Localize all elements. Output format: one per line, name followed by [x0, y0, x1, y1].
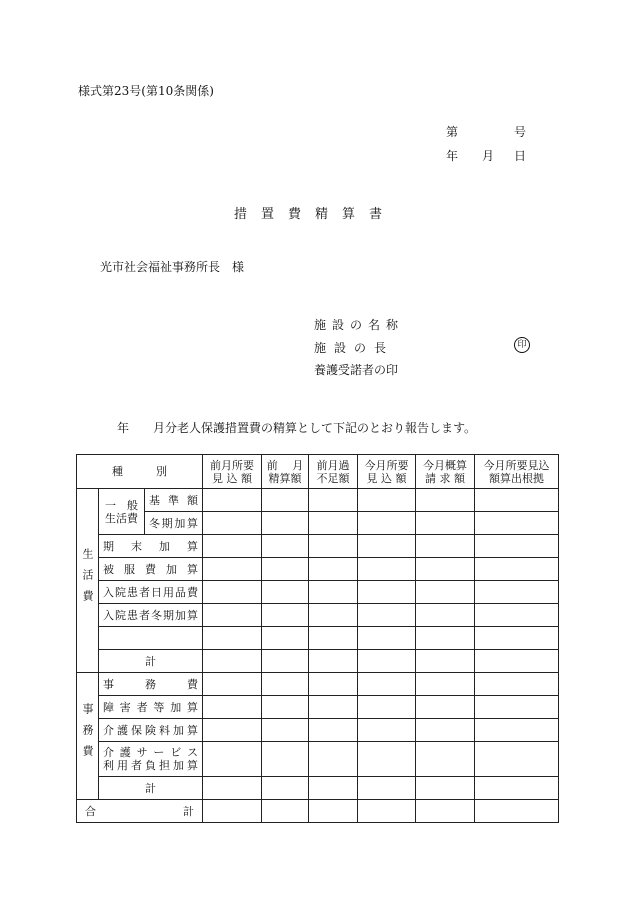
col-header-2-line1: 前 月	[266, 458, 304, 472]
col-header-1-line2: 見 込 額	[212, 471, 253, 485]
col-header-5-line2: 請 求 額	[425, 471, 466, 485]
number-prefix: 第	[446, 125, 459, 139]
cell-input[interactable]	[203, 581, 262, 604]
grand-total-label	[77, 800, 203, 823]
table-row	[77, 604, 559, 627]
cell-input[interactable]	[203, 777, 262, 800]
col-header-3-line1: 前月過	[316, 458, 350, 472]
seal-mark: 印	[514, 337, 530, 353]
table-row	[77, 696, 559, 719]
col-header-1-line1: 前月所要	[210, 458, 255, 472]
cell-input[interactable]	[358, 650, 416, 673]
cell-input[interactable]	[416, 512, 475, 535]
general-living-line1: 一 般	[105, 498, 138, 512]
cell-input[interactable]	[203, 535, 262, 558]
cell-input[interactable]	[309, 650, 358, 673]
cell-input[interactable]	[475, 650, 559, 673]
admin-cost-label: 事務費	[99, 673, 203, 696]
col-header-6-line2: 額算出根拠	[489, 471, 545, 485]
grand-total-left: 合	[85, 804, 96, 818]
disability-addition-label: 障害者等加算	[99, 696, 203, 719]
inpatient-daily-goods-label: 入院患者日用品費	[99, 581, 203, 604]
cell-input[interactable]	[262, 604, 309, 627]
cell-input[interactable]	[475, 719, 559, 742]
cell-input[interactable]	[309, 742, 358, 777]
cell-input[interactable]	[416, 604, 475, 627]
term-end-addition-label: 期末加算	[99, 535, 203, 558]
type-header: 種 別	[77, 455, 203, 489]
cell-input[interactable]	[262, 535, 309, 558]
cell-input[interactable]	[475, 742, 559, 777]
clothing-addition-label: 被服費加算	[99, 558, 203, 581]
cell-input[interactable]	[309, 673, 358, 696]
document-title: 措置費精算書	[234, 207, 397, 222]
cell-input[interactable]	[203, 696, 262, 719]
table-row	[77, 558, 559, 581]
cell-input[interactable]	[203, 742, 262, 777]
cell-input[interactable]	[203, 489, 262, 512]
cell-input[interactable]	[475, 604, 559, 627]
cell-input[interactable]	[416, 777, 475, 800]
cell-input[interactable]	[203, 650, 262, 673]
date-day-label: 日	[514, 149, 527, 163]
cell-input[interactable]	[203, 512, 262, 535]
blank-label-cell	[99, 627, 203, 650]
cell-input[interactable]	[262, 800, 309, 823]
table-row	[77, 742, 559, 777]
cell-input[interactable]	[416, 535, 475, 558]
cell-input[interactable]	[262, 742, 309, 777]
living-subtotal-label: 計	[99, 650, 203, 673]
col-header-6-line1: 今月所要見込	[483, 458, 550, 472]
statement-year: 年	[117, 421, 130, 435]
cell-input[interactable]	[203, 800, 262, 823]
col-header-4	[358, 455, 416, 489]
cell-input[interactable]	[262, 719, 309, 742]
cell-input[interactable]	[475, 696, 559, 719]
header-row	[77, 455, 559, 489]
cell-input[interactable]	[358, 604, 416, 627]
col-header-2	[262, 455, 309, 489]
cell-input[interactable]	[475, 800, 559, 823]
cell-input[interactable]	[358, 719, 416, 742]
cell-input[interactable]	[416, 800, 475, 823]
cell-input[interactable]	[416, 489, 475, 512]
table-row	[77, 489, 559, 512]
admin-group-text: 事務費	[81, 703, 94, 766]
admin-group-label	[77, 673, 99, 800]
cell-input[interactable]	[416, 650, 475, 673]
cell-input[interactable]	[358, 696, 416, 719]
cell-input[interactable]	[358, 489, 416, 512]
cell-input[interactable]	[475, 558, 559, 581]
cell-input[interactable]	[358, 673, 416, 696]
cell-input[interactable]	[309, 604, 358, 627]
date-year-label: 年	[446, 149, 459, 163]
cell-input[interactable]	[203, 673, 262, 696]
date-month-label: 月	[482, 149, 495, 163]
cell-input[interactable]	[262, 489, 309, 512]
col-header-2-line2: 精算額	[268, 471, 302, 485]
cell-input[interactable]	[358, 581, 416, 604]
table-row	[77, 650, 559, 673]
col-header-4-line2: 見 込 額	[366, 471, 407, 485]
settlement-table	[76, 454, 559, 823]
cell-input[interactable]	[358, 512, 416, 535]
col-header-5	[416, 455, 475, 489]
table-row	[77, 512, 559, 535]
cell-input[interactable]	[358, 627, 416, 650]
cell-input[interactable]	[416, 719, 475, 742]
col-header-6	[475, 455, 559, 489]
cell-input[interactable]	[309, 800, 358, 823]
cell-input[interactable]	[416, 558, 475, 581]
col-header-3	[309, 455, 358, 489]
cell-input[interactable]	[262, 558, 309, 581]
table-row	[77, 627, 559, 650]
care-insurance-addition-label: 介護保険料加算	[99, 719, 203, 742]
statement	[117, 419, 476, 436]
cell-input[interactable]	[262, 581, 309, 604]
cell-input[interactable]	[475, 777, 559, 800]
cell-input[interactable]	[203, 604, 262, 627]
base-amount-label: 基準額	[145, 489, 203, 512]
table-row	[77, 800, 559, 823]
cell-input[interactable]	[309, 581, 358, 604]
cell-input[interactable]	[262, 512, 309, 535]
care-service-line1: 介護サービス	[103, 746, 199, 759]
statement-text: 月分老人保護措置費の精算として下記のとおり報告します。	[153, 421, 477, 435]
col-header-3-line2: 不足額	[316, 471, 350, 485]
cell-input[interactable]	[416, 742, 475, 777]
facility-head-label: 施設の長	[314, 341, 395, 355]
cell-input[interactable]	[262, 696, 309, 719]
living-group-text: 生活費	[81, 547, 94, 611]
cell-input[interactable]	[309, 558, 358, 581]
col-header-5-line1: 今月概算	[423, 458, 468, 472]
cell-input[interactable]	[309, 627, 358, 650]
cell-input[interactable]	[416, 696, 475, 719]
number-suffix: 号	[514, 125, 527, 139]
cell-input[interactable]	[358, 742, 416, 777]
cell-input[interactable]	[358, 535, 416, 558]
col-header-4-line1: 今月所要	[364, 458, 409, 472]
inpatient-winter-label: 入院患者冬期加算	[99, 604, 203, 627]
cell-input[interactable]	[475, 535, 559, 558]
cell-input[interactable]	[416, 673, 475, 696]
table-row	[77, 673, 559, 696]
cell-input[interactable]	[309, 696, 358, 719]
cell-input[interactable]	[358, 800, 416, 823]
col-header-1	[203, 455, 262, 489]
cell-input[interactable]	[262, 777, 309, 800]
cell-input[interactable]	[309, 777, 358, 800]
consignee-label: 養護受諾者の印	[314, 363, 399, 377]
cell-input[interactable]	[475, 627, 559, 650]
facility-name-label: 施設の名称	[314, 318, 405, 332]
cell-input[interactable]	[309, 535, 358, 558]
cell-input[interactable]	[262, 673, 309, 696]
table-row	[77, 777, 559, 800]
cell-input[interactable]	[475, 489, 559, 512]
addressee: 光市社会福祉事務所長 様	[100, 260, 245, 274]
grand-total-right: 計	[183, 804, 195, 818]
general-living-line2: 生活費	[105, 511, 138, 525]
cell-input[interactable]	[416, 581, 475, 604]
admin-subtotal-label: 計	[99, 777, 203, 800]
cell-input[interactable]	[203, 558, 262, 581]
care-service-addition-label	[99, 742, 203, 777]
table-row	[77, 581, 559, 604]
cell-input[interactable]	[475, 581, 559, 604]
cell-input[interactable]	[262, 627, 309, 650]
care-service-line2: 利用者負担加算	[103, 759, 199, 772]
cell-input[interactable]	[262, 650, 309, 673]
cell-input[interactable]	[475, 673, 559, 696]
cell-input[interactable]	[309, 512, 358, 535]
cell-input[interactable]	[309, 489, 358, 512]
table-row	[77, 719, 559, 742]
cell-input[interactable]	[309, 719, 358, 742]
cell-input[interactable]	[358, 558, 416, 581]
cell-input[interactable]	[358, 777, 416, 800]
cell-input[interactable]	[416, 627, 475, 650]
cell-input[interactable]	[203, 627, 262, 650]
cell-input[interactable]	[203, 719, 262, 742]
cell-input[interactable]	[475, 512, 559, 535]
winter-addition-label: 冬期加算	[145, 512, 203, 535]
table-row	[77, 535, 559, 558]
living-group-label	[77, 489, 99, 673]
form-number: 様式第23号(第10条関係)	[78, 84, 214, 98]
general-living-label	[99, 489, 145, 535]
